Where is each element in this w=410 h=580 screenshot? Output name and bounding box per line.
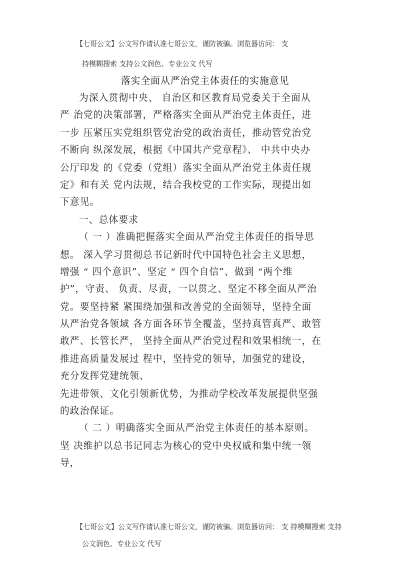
body-line: 先进带领、文化引领新优势，为推动学校改革发展提供坚强 [60,388,319,400]
document-body [60,90,360,473]
body-line: 充分发挥党建统领、 [60,371,150,383]
subsection-heading: （ 一 ）准确把握落实全面从严治党主体责任的指导思 [79,232,315,244]
body-line: 坚 决维护以总书记同志为核心的党中央权威和集中统一领 [60,440,312,452]
body-line: 敢严、长管长严， 坚持全面从严治党过程和效果相统一，在 [60,336,322,348]
body-line: 定》和有关 党内法规，结合我校党的工作实际，现提出如 [60,179,312,191]
body-line: 为深入贯彻中央、 自治区和区教育局党委关于全面从 [79,93,311,104]
body-line: 从严治党各领域 各方面各环节全覆盖，坚持真管真严、敢管 [60,319,322,331]
body-line: 严 治党的决策部署，严格落实全面从严治党主体责任，进 [60,110,312,122]
body-line: 的政治保证。 [60,406,120,418]
body-line: 推进高质量发展过 程中，坚持党的领导，加强党的建设， [60,353,312,365]
section-heading: 一、总体要求 [79,214,139,226]
body-line: 护”，守责、 负责、尽责，一以贯之、坚定不移全面从严治 [60,284,317,296]
document-title: 落实全面从严治党主体责任的实施意见 [120,76,290,87]
body-line: 公厅印发 的《党委（党组）落实全面从严治党主体责任规 [60,162,312,174]
body-line: 想。 深入学习贯彻总书记新时代中国特色社会主义思想， [60,249,312,261]
header-ad-line-2: 持模糊搜索 支持公文润色、专业公文 代写 [82,60,213,68]
header-ad-line-1: 【七哥公文】公文写作请认准七哥公文，谨防被骗。浏览器访问： 支 [76,40,289,48]
body-line: 增强 “ 四个意识”、坚定 “ 四个自信”、做到 “两个维 [60,266,293,278]
body-line: 一步 压紧压实党组织管党治党的政治责任，推动管党治党 [60,127,312,139]
footer-ad-line-1: 【七哥公文】公文写作请认准七哥公文，谨防被骗。浏览器访问： 支 持模糊搜索 支持 [76,523,342,531]
body-line: 下意见。 [60,197,100,209]
body-line: 党。要坚持紧 紧围绕加强和改善党的全面领导，坚持全面 [60,301,312,313]
body-line: 导， [60,458,80,470]
subsection-heading: （ 二 ）明确落实全面从严治党主体责任的基本原则。 [79,423,315,435]
body-line: 不断向 纵深发展，根据《中国共产党章程》、 中共中央办 [60,145,311,157]
footer-ad-line-2: 公文润色、专业公文 代写 [82,540,162,548]
